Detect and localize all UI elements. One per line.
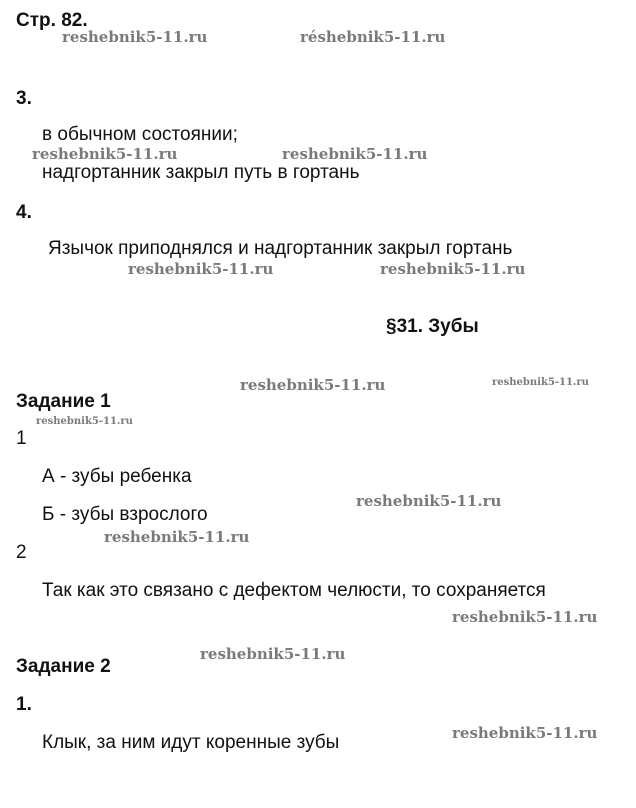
watermark: reshebnik5-11.ru <box>32 145 178 163</box>
task-1-item-2-number: 2 <box>16 542 27 563</box>
watermark: reshebnik5-11.ru <box>104 528 250 546</box>
watermark: reshebnik5-11.ru <box>452 608 598 626</box>
question-4-number: 4. <box>16 202 32 223</box>
task-1-item-2-text: Так как это связано с дефектом челюсти, то сохраняется <box>42 580 546 601</box>
question-3-line-1: в обычном состоянии; <box>42 124 238 145</box>
task-1-item-1-b: Б - зубы взрослого <box>42 504 208 525</box>
watermark: reshebnik5-11.ru <box>62 28 208 46</box>
watermark: reshebnik5-11.ru <box>356 492 502 510</box>
watermark: reshebnik5-11.ru <box>380 260 526 278</box>
task-2-item-1-number: 1. <box>16 694 32 715</box>
task-2-title: Задание 2 <box>16 656 111 677</box>
watermark: reshebnik5-11.ru <box>36 416 133 427</box>
watermark: réshebnik5-11.ru <box>300 28 446 46</box>
question-4-line-1: Язычок приподнялся и надгортанник закрыл гортань <box>48 238 513 259</box>
task-1-title: Задание 1 <box>16 391 111 412</box>
watermark: reshebnik5-11.ru <box>492 377 589 388</box>
task-1-item-1-a: А - зубы ребенка <box>42 466 192 487</box>
question-3-line-2: надгортанник закрыл путь в гортань <box>42 162 360 183</box>
watermark: reshebnik5-11.ru <box>128 260 274 278</box>
task-1-item-1-number: 1 <box>16 428 27 449</box>
watermark: reshebnik5-11.ru <box>240 376 386 394</box>
question-3-number: 3. <box>16 88 32 109</box>
section-title: §31. Зубы <box>386 316 479 337</box>
task-2-item-1-text: Клык, за ним идут коренные зубы <box>42 732 340 753</box>
watermark: reshebnik5-11.ru <box>452 724 598 742</box>
page-number-label: Стр. 82. <box>16 10 88 31</box>
watermark: reshebnik5-11.ru <box>282 145 428 163</box>
watermark: reshebnik5-11.ru <box>200 645 346 663</box>
